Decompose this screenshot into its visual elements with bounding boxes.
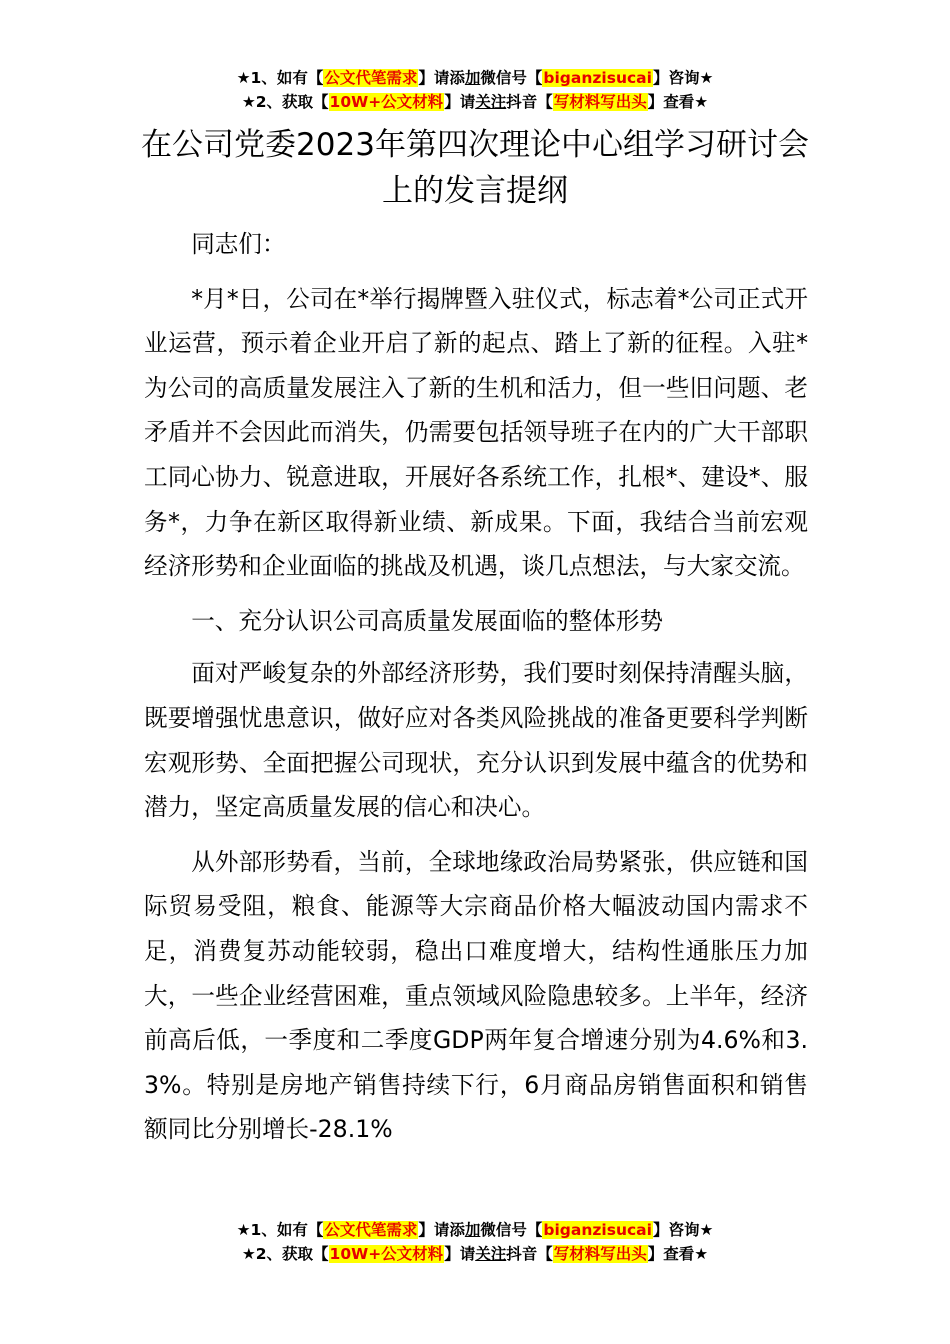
section-heading: 一、充分认识公司高质量发展面临的整体形势 (191, 606, 664, 635)
banner-text: ★1、如有【 (236, 69, 324, 87)
salutation: 同志们： (191, 230, 286, 258)
banner-underline: 加 (464, 69, 481, 87)
banner-highlight: 10W+公文材料 (329, 93, 444, 111)
banner-line-2 (0, 90, 950, 114)
banner-text: 】查看★ (647, 93, 709, 111)
banner-line-1 (0, 66, 950, 90)
banner-text: 】请添 (418, 69, 465, 87)
banner-douyin-id: 写材料写出头 (553, 93, 647, 111)
banner-text: 微信号【 (480, 1221, 543, 1239)
banner-text: 抖音【 (506, 1245, 553, 1263)
banner-text: 】请添 (418, 1221, 465, 1239)
banner-text: 】咨询★ (652, 69, 714, 87)
footer-banner (0, 1218, 950, 1266)
banner-text: 微信号【 (480, 69, 543, 87)
banner-underline: 加 (464, 1221, 481, 1239)
banner-wechat-id: biganzisucai (543, 1221, 652, 1239)
body-paragraph: 从外部形势看，当前，全球地缘政治局势紧张，供应链和国际贸易受阻，粮食、能源等大宗商品价格大幅波动国内需求不足，消费复苏动能较弱，稳出口难度增大，结构性通胀压力加大，一些企业经营困难，重点领域风险隐患较多。上半年，经济前高后低，一季度和二季度GDP两年复合增速分别为4.6%和3.3%。特别是房地产销售持续下行，6月商品房销售面积和销售额同比分别增长-28.1% (144, 847, 808, 1144)
body-paragraph: *月*日，公司在*举行揭牌暨入驻仪式，标志着*公司正式开业运营，预示着企业开启了新的起点、踏上了新的征程。入驻*为公司的高质量发展注入了新的生机和活力，但一些旧问题、老矛盾并不会因此而消失，仍需要包括领导班子在内的广大干部职工同心协力、锐意进取，开展好各系统工作，扎根*、建设*、服务*，力争在新区取得新业绩、新成果。下面，我结合当前宏观经济形势和企业面临的挑战及机遇，谈几点想法，与大家交流。 (144, 284, 808, 581)
banner-text: 】查看★ (647, 1245, 709, 1263)
banner-highlight: 公文代笔需求 (324, 69, 418, 87)
banner-text: ★1、如有【 (236, 1221, 324, 1239)
document-title: 在公司党委2023年第四次理论中心组学习研讨会上的发言提纲 (141, 127, 809, 209)
header-banner (0, 66, 950, 114)
banner-line-2 (0, 1242, 950, 1266)
banner-text: 抖音【 (506, 93, 553, 111)
banner-douyin-id: 写材料写出头 (553, 1245, 647, 1263)
banner-line-1 (0, 1218, 950, 1242)
banner-underline: 关注 (475, 1245, 507, 1263)
banner-wechat-id: biganzisucai (543, 69, 652, 87)
banner-text: 】请 (444, 93, 476, 111)
banner-text: ★2、获取【 (241, 93, 329, 111)
document-body (144, 222, 808, 1162)
banner-text: 】请 (444, 1245, 476, 1263)
banner-text: ★2、获取【 (241, 1245, 329, 1263)
banner-highlight: 10W+公文材料 (329, 1245, 444, 1263)
body-paragraph: 面对严峻复杂的外部经济形势，我们要时刻保持清醒头脑，既要增强忧患意识，做好应对各类风险挑战的准备更要科学判断宏观形势、全面把握公司现状，充分认识到发展中蕴含的优势和潜力，坚定高质量发展的信心和决心。 (144, 659, 808, 822)
banner-highlight: 公文代笔需求 (324, 1221, 418, 1239)
banner-underline: 关注 (475, 93, 507, 111)
banner-text: 】咨询★ (652, 1221, 714, 1239)
